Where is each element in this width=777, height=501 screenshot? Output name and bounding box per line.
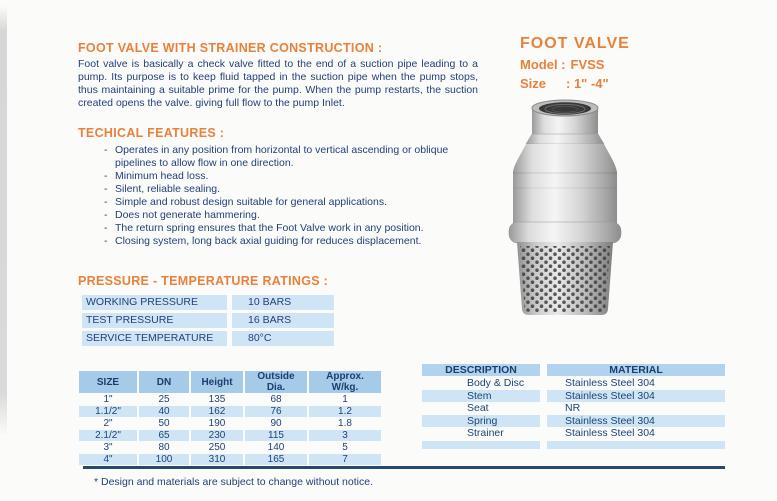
cell: 100	[139, 454, 189, 465]
table-row	[422, 390, 725, 403]
cell: 40	[139, 406, 189, 417]
cell: 50	[158, 418, 170, 429]
cell: Strainer	[467, 427, 504, 439]
rating-label: WORKING PRESSURE	[82, 295, 227, 310]
size-label: Size	[520, 76, 547, 91]
feature-item	[104, 170, 482, 183]
feature-text: Closing system, long back axial guiding for reduces displacement.	[115, 235, 422, 247]
material-table	[422, 364, 725, 449]
column-header: DN	[139, 371, 189, 393]
size-dimensions-table	[77, 370, 383, 466]
rating-label: SERVICE TEMPERATURE	[82, 331, 227, 346]
cell: 162	[191, 406, 243, 417]
material-table-empty-band	[422, 441, 725, 449]
cell: 65	[139, 430, 189, 441]
cell: 80	[158, 442, 170, 453]
table-header-row	[422, 364, 725, 376]
feature-text: Does not generate hammering.	[115, 209, 260, 221]
bullet-dash: -	[104, 235, 108, 247]
column-header: Height	[191, 371, 243, 393]
cell: Spring	[422, 415, 540, 428]
product-size-line	[520, 76, 630, 91]
rating-value: 16 BARS	[232, 313, 334, 328]
table-row	[79, 418, 381, 429]
cell: Seat	[467, 402, 489, 414]
feature-item	[104, 144, 482, 170]
cell: 3	[309, 430, 381, 441]
cell: 190	[208, 418, 226, 429]
bullet-dash: -	[104, 196, 108, 208]
column-header: SIZE	[79, 371, 137, 393]
cell: 140	[267, 442, 285, 453]
model-label: Model :	[520, 57, 566, 72]
table-row	[79, 454, 381, 465]
cell: Stem	[422, 390, 540, 403]
features-list	[104, 144, 482, 248]
ratings-title: PRESSURE - TEMPERATURE RATINGS :	[78, 274, 329, 288]
cell: 310	[191, 454, 243, 465]
table-row	[422, 402, 725, 415]
feature-text: Simple and robust design suitable for general applications.	[115, 196, 388, 208]
cell: 2"	[103, 418, 113, 429]
cell: 135	[208, 394, 226, 405]
cell: 230	[191, 430, 243, 441]
bullet-dash: -	[104, 170, 108, 182]
rating-label: TEST PRESSURE	[82, 313, 227, 328]
cell: 1.1/2"	[79, 406, 137, 417]
foot-valve-photo	[503, 96, 627, 322]
rating-row	[82, 313, 334, 328]
bullet-dash: -	[104, 209, 108, 221]
cell: 90	[270, 418, 282, 429]
cell: 4"	[79, 454, 137, 465]
cell: 76	[245, 406, 307, 417]
table-row	[422, 427, 725, 440]
cell: Stainless Steel 304	[565, 427, 655, 439]
cell: 7	[309, 454, 381, 465]
feature-item	[104, 235, 482, 248]
cell: 250	[208, 442, 226, 453]
cell: 1.2	[309, 406, 381, 417]
column-header: Approx. W/kg.	[309, 371, 381, 393]
bullet-dash: -	[104, 183, 108, 195]
bullet-dash: -	[104, 144, 108, 156]
table-row	[422, 415, 725, 428]
model-value: FVSS	[570, 57, 605, 72]
table-row	[79, 442, 381, 453]
feature-item	[104, 183, 482, 196]
rating-row	[82, 295, 334, 310]
cell: 25	[158, 394, 170, 405]
cell: 5	[342, 442, 348, 453]
footer-note: * Design and materials are subject to change without notice.	[94, 476, 373, 488]
footer-rule	[83, 466, 725, 469]
rating-value: 80°C	[232, 331, 334, 346]
column-header: Outside Dia.	[245, 371, 307, 393]
feature-text: The return spring ensures that the Foot Valve work in any position.	[115, 222, 424, 234]
cell: 2.1/2"	[79, 430, 137, 441]
table-row	[79, 430, 381, 441]
cell: Stainless Steel 304	[547, 390, 725, 403]
table-row	[79, 406, 381, 417]
cell: Stainless Steel 304	[565, 377, 655, 389]
cell: 115	[245, 430, 307, 441]
column-header: DESCRIPTION	[422, 364, 540, 376]
cell: 165	[245, 454, 307, 465]
cell: NR	[565, 402, 581, 414]
cell: 1.8	[338, 418, 352, 429]
product-name: FOOT VALVE	[520, 35, 630, 52]
feature-text: Minimum head loss.	[115, 170, 209, 182]
cell: 68	[270, 394, 282, 405]
cell: 1"	[103, 394, 113, 405]
table-header-row	[79, 371, 381, 393]
table-row	[79, 394, 381, 405]
feature-item	[104, 222, 482, 235]
table-row	[422, 377, 725, 390]
feature-text: Silent, reliable sealing.	[115, 183, 221, 195]
intro-title: FOOT VALVE WITH STRAINER CONSTRUCTION :	[78, 41, 383, 55]
product-header	[520, 35, 630, 91]
rating-value: 10 BARS	[232, 295, 334, 310]
intro-paragraph: Foot valve is basically a check valve fitted to the end of a suction pipe leading to a pump. Its purpose is to keep fluid tapped in the suction pipe when the pump stops, thus maintaining a suitable prime for the pump. When the pump restarts, the suction created opens the valve. giving full flow to the pump Inlet.	[78, 58, 478, 109]
ratings-table	[82, 295, 334, 349]
cell: Stainless Steel 304	[547, 415, 725, 428]
size-value: : 1" -4"	[566, 76, 609, 91]
product-model-line	[520, 57, 630, 72]
scan-edge-shadow	[0, 6, 7, 436]
cell: 3"	[103, 442, 113, 453]
cell: Body & Disc	[467, 377, 525, 389]
feature-text: Operates in any position from horizontal to vertical ascending or oblique pipelines to allow flow in one direction.	[115, 144, 449, 169]
cell: 1	[342, 394, 348, 405]
bullet-dash: -	[104, 222, 108, 234]
features-title: TECHICAL FEATURES :	[78, 126, 225, 140]
column-header: MATERIAL	[547, 364, 725, 376]
rating-row	[82, 331, 334, 346]
feature-item	[104, 196, 482, 209]
feature-item	[104, 209, 482, 222]
